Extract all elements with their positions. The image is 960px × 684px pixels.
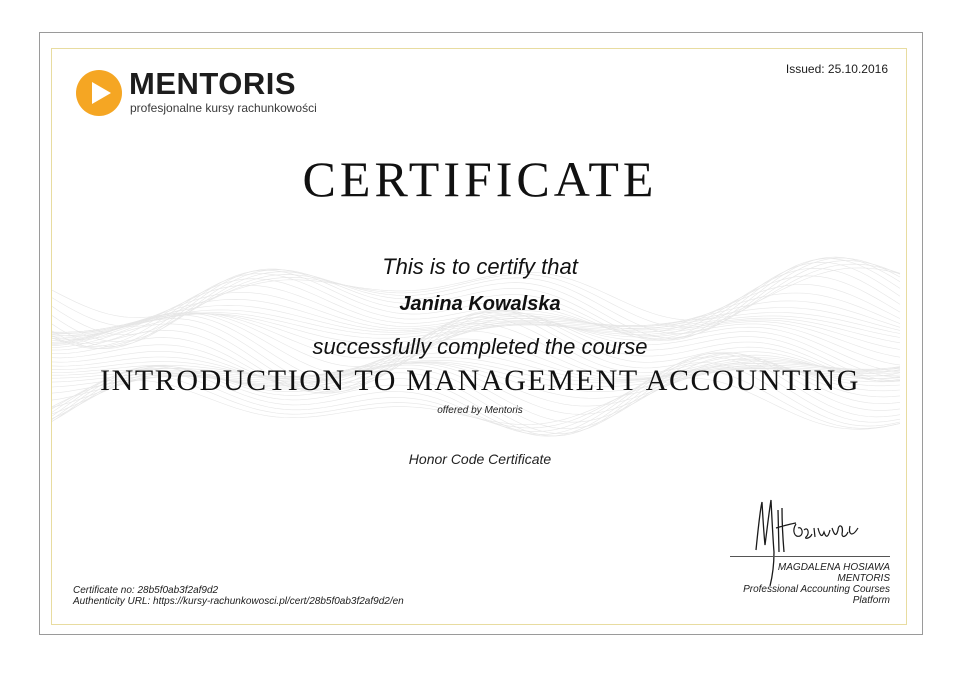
authenticity-url: Authenticity URL: https://kursy-rachunkowosci.pl/cert/28b5f0ab3f2af9d2/en <box>73 596 404 607</box>
signatory-block <box>743 562 890 606</box>
mentoris-logo <box>75 66 335 122</box>
certificate-number: Certificate no: 28b5f0ab3f2af9d2 <box>73 585 219 596</box>
completed-line: successfully completed the course <box>312 334 648 359</box>
signatory-org: MENTORIS <box>837 573 890 584</box>
certificate-meta <box>73 585 404 607</box>
brand-tagline: profesjonalne kursy rachunkowości <box>130 101 317 115</box>
issued-date: Issued: 25.10.2016 <box>785 62 888 76</box>
course-title: INTRODUCTION TO MANAGEMENT ACCOUNTING <box>99 364 861 397</box>
certificate-type: Honor Code Certificate <box>408 451 552 467</box>
signatory-name: MAGDALENA HOSIAWA <box>777 562 890 573</box>
signatory-role-line1: Professional Accounting Courses <box>743 584 890 595</box>
signatory-role-line2: Platform <box>852 595 890 606</box>
recipient-name: Janina Kowalska <box>399 293 561 315</box>
certify-line: This is to certify that <box>382 254 578 279</box>
brand-name: MENTORIS <box>129 66 297 101</box>
offered-by: offered by Mentoris <box>437 405 523 416</box>
signature-line <box>730 556 890 557</box>
play-icon <box>75 69 123 117</box>
certificate-title: CERTIFICATE <box>302 151 658 207</box>
